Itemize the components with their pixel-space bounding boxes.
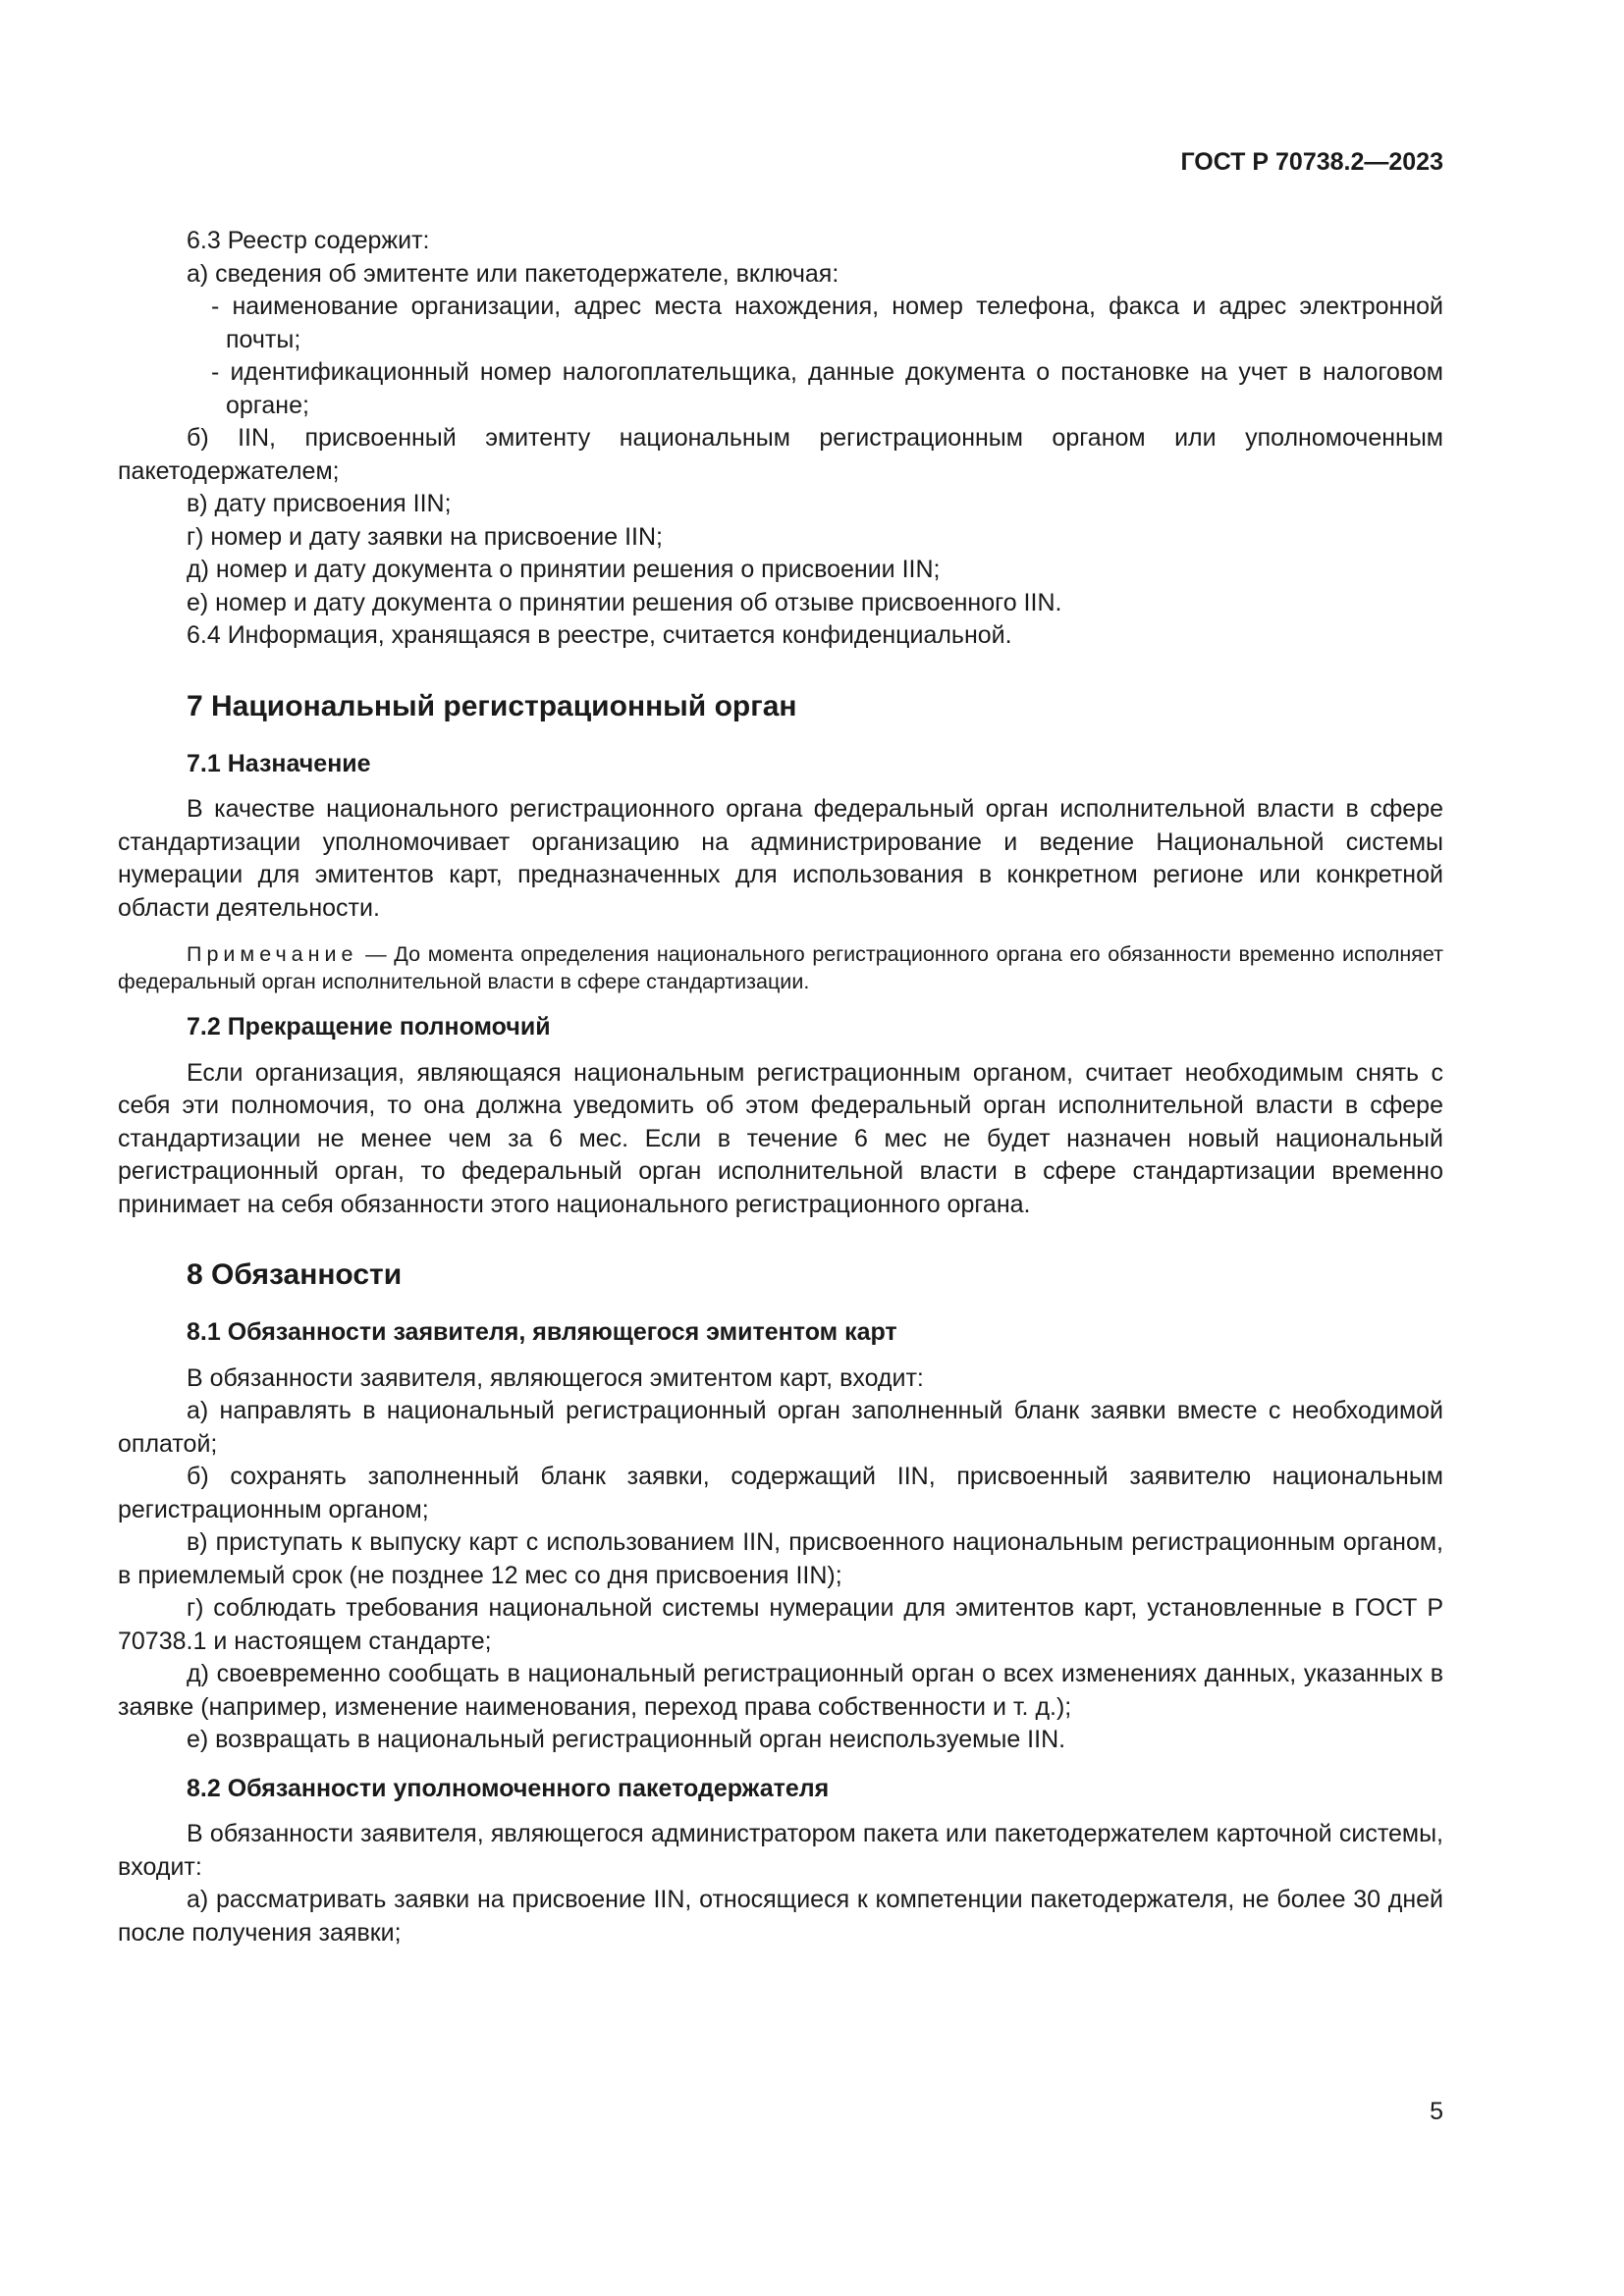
section-heading-8: 8 Обязанности — [187, 1258, 403, 1291]
paragraph: 6.4 Информация, хранящаяся в реестре, считается конфиденциальной. — [187, 621, 1012, 649]
list-item: а) сведения об эмитенте или пакетодержателе, включая: — [187, 259, 839, 288]
subsection-heading-8-2: 8.2 Обязанности уполномоченного пакетодержателя — [187, 1774, 830, 1802]
paragraph: 6.3 Реестр содержит: — [187, 227, 430, 254]
document-header: ГОСТ Р 70738.2—2023 — [1180, 148, 1443, 176]
paragraph: В качестве национального регистрационного органа федеральный орган исполнительной власти в сфере стандартизации уполномочивает организацию на администрирование и ведение Национальной системы нумерации для эмитентов карт, предназначенных для использования в конкретном регионе или конкретной области деятельности. — [118, 795, 1443, 922]
list-item: д) номер и дату документа о принятии решения о присвоении IIN; — [187, 556, 941, 583]
note-text: — До момента определения национального регистрационного органа его обязанности временно исполняет федеральный орган исполнительной власти в сфере стандартизации. — [118, 942, 1443, 993]
subsection-heading-7-2: 7.2 Прекращение полномочий — [187, 1013, 551, 1041]
list-item: б) сохранять заполненный бланк заявки, содержащий IIN, присвоенный заявителю национальным регистрационным органом; — [118, 1463, 1443, 1523]
subsection-heading-7-1: 7.1 Назначение — [187, 749, 371, 777]
list-item: в) дату присвоения IIN; — [187, 490, 452, 517]
list-item: в) приступать к выпуску карт с использованием IIN, присвоенного национальным регистрационным органом, в приемлемый срок (не позднее 12 мес со дня присвоения IIN); — [118, 1528, 1443, 1589]
page-number: 5 — [1430, 2098, 1443, 2125]
list-item: г) номер и дату заявки на присвоение IIN; — [187, 522, 663, 551]
list-subitem: - идентификационный номер налогоплательщика, данные документа о постановке на учет в налоговом органе; — [211, 358, 1443, 419]
note — [118, 940, 1443, 995]
note-label: Примечание — [187, 942, 358, 966]
list-item: а) направлять в национальный регистрационный орган заполненный бланк заявки вместе с необходимой оплатой; — [118, 1397, 1443, 1458]
section-heading-7: 7 Национальный регистрационный орган — [187, 689, 797, 722]
list-item: г) соблюдать требования национальной системы нумерации для эмитентов карт, установленные в ГОСТ Р 70738.1 и настоящем стандарте; — [118, 1594, 1443, 1655]
list-subitem: - наименование организации, адрес места нахождения, номер телефона, факса и адрес электронной почты; — [211, 293, 1443, 353]
paragraph: В обязанности заявителя, являющегося эмитентом карт, входит: — [187, 1363, 924, 1392]
paragraph: Если организация, являющаяся национальным регистрационным органом, считает необходимым снять с себя эти полномочия, то она должна уведомить об этом федеральный орган исполнительной власти в сфере стандартизации не менее чем за 6 мес. Если в течение 6 мес не будет назначен новый национальный регистрационный орган, то федеральный орган исполнительной власти в сфере стандартизации временно принимает на себя обязанности этого национального регистрационного органа. — [118, 1058, 1443, 1218]
list-item: е) номер и дату документа о принятии решения об отзыве присвоенного IIN. — [187, 588, 1062, 616]
document-body — [118, 225, 1443, 1949]
list-item: д) своевременно сообщать в национальный регистрационный орган о всех изменениях данных, указанных в заявке (например, изменение наименования, переход права собственности и т. д.); — [118, 1660, 1443, 1721]
list-item: е) возвращать в национальный регистрационный орган неиспользуемые IIN. — [187, 1726, 1066, 1753]
subsection-heading-8-1: 8.1 Обязанности заявителя, являющегося эмитентом карт — [187, 1318, 897, 1346]
paragraph: В обязанности заявителя, являющегося администратором пакета или пакетодержателем карточной системы, входит: — [118, 1820, 1443, 1881]
list-item: а) рассматривать заявки на присвоение IIN, относящиеся к компетенции пакетодержателя, не более 30 дней после получения заявки; — [118, 1886, 1443, 1947]
list-item: б) IIN, присвоенный эмитенту национальным регистрационным органом или уполномоченным пакетодержателем; — [118, 424, 1443, 485]
